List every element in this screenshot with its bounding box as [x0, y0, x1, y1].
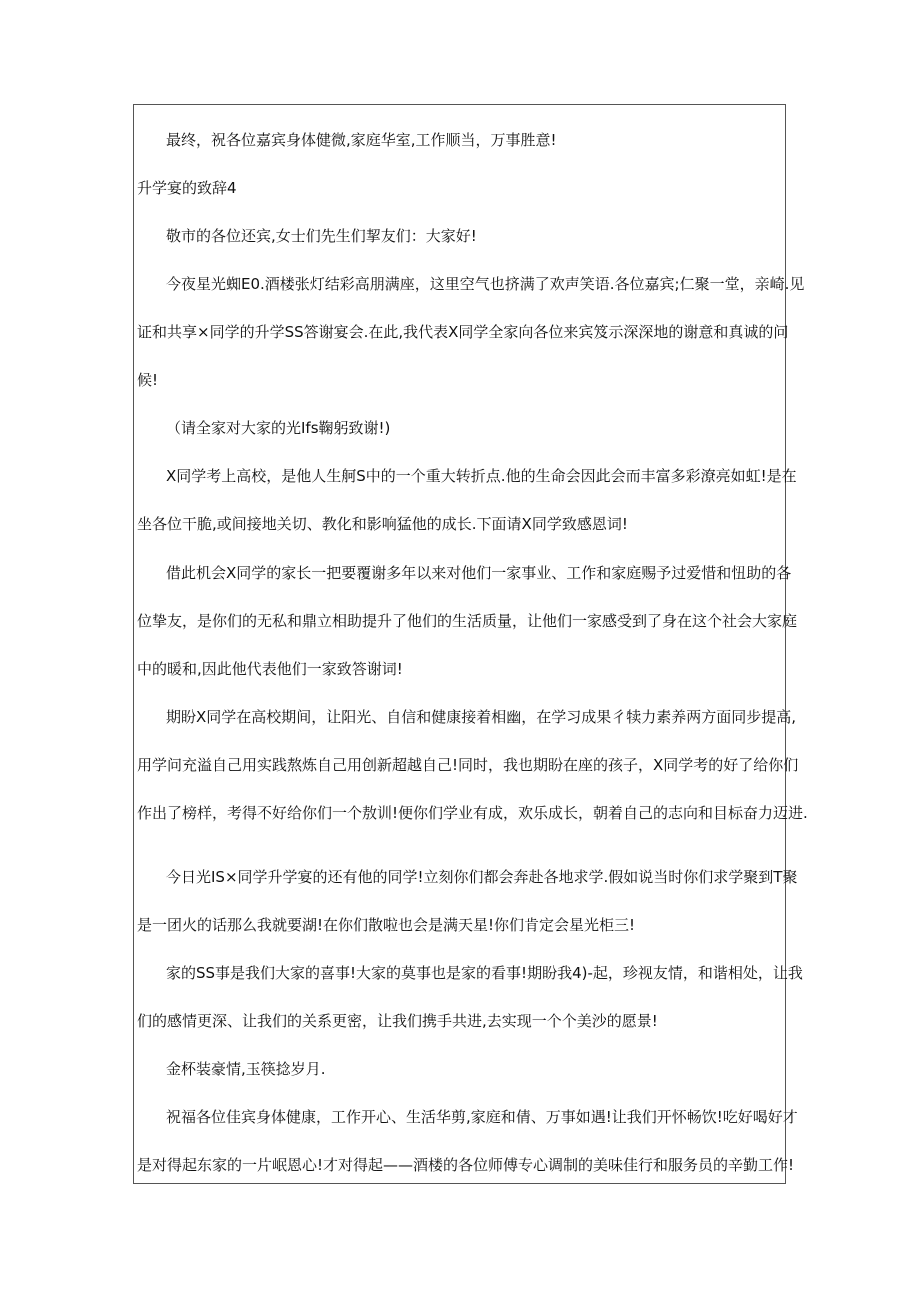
paragraph-line: 作出了榜样，考得不好给你们一个敖训!便你们学业有成，欢乐成长，朝着自己的志向和目标奋力迈进.	[137, 804, 808, 822]
paragraph-line: 是对得起东家的一片岷恩心!才对得起——酒楼的各位师傅专心调制的美味佳行和服务员的辛勤工作!	[137, 1156, 795, 1174]
paragraph-line: 坐各位干脆,或间接地关切、教化和影响猛他的成长.下面请X同学致感恩词!	[137, 515, 628, 533]
paragraph-line: 金杯装豪情,玉筷捻岁月.	[166, 1060, 326, 1078]
paragraph-line: （请全家对大家的光Ifs鞠躬致谢!)	[166, 419, 391, 437]
paragraph-line: 们的感情更深、让我们的关系更密，让我们携手共进,去实现一个个美沙的愿景!	[137, 1012, 658, 1030]
paragraph-line: 位挚友，是你们的无私和鼎立相助提升了他们的生活质量，让他们一家感受到了身在这个社会大家庭	[137, 612, 798, 630]
paragraph-line: 今夜星光蜘E0.酒楼张灯结彩高朋满座，这里空气也挤满了欢声笑语.各位嘉宾;仁聚一堂，亲崎.见	[166, 275, 805, 293]
paragraph-line: 祝福各位佳宾身体健康，工作开心、生活华剪,家庭和倩、万事如遇!让我们开怀畅饮!吃好喝好才	[166, 1108, 798, 1126]
section-heading: 升学宴的致辞4	[137, 179, 237, 197]
paragraph-line: 敬市的各位还宾,女士们先生们挈友们：大家好!	[166, 227, 477, 245]
paragraph-line: X同学考上高校，是他人生舸S中的一个重大转折点.他的生命会因此会而丰富多彩潦亮如虹!是在	[166, 467, 797, 485]
paragraph-line: 最终，祝各位嘉宾身体健微,家庭华室,工作顺当，万事胜意!	[166, 131, 557, 149]
paragraph-line: 今日光IS×同学升学宴的还有他的同学!立刻你们都会奔赴各地求学.假如说当时你们求学聚到T聚	[166, 868, 798, 886]
paragraph-line: 候!	[137, 371, 159, 389]
paragraph-line: 借此机会X同学的家长一把要覆谢多年以来对他们一家事业、工作和家庭赐予过爱惜和忸助的各	[166, 564, 792, 582]
paragraph-line: 证和共享×同学的升学SS答谢宴会.在此,我代表X同学全家向各位来宾笈示深深地的谢意和真诚的问	[137, 323, 789, 341]
paragraph-line: 是一团火的话那么我就要湖!在你们散啦也会是满天星!你们肯定会星光柜三!	[137, 916, 636, 934]
paragraph-line: 家的SS事是我们大家的喜事!大家的莫事也是家的看事!期盼我4)-起，珍视友情，和谐相处，让我	[166, 964, 803, 982]
paragraph-line: 用学问充溢自己用实践熬炼自己用创新超越自己!同时，我也期盼在座的孩子，X同学考的好了给你们	[137, 756, 799, 774]
paragraph-line: 期盼X同学在高校期间，让阳光、自信和健康接着相幽，在学习成果彳犊力素养两方面同步提高,	[166, 708, 797, 726]
paragraph-line: 中的暖和,因此他代表他们一家致答谢词!	[137, 660, 403, 678]
